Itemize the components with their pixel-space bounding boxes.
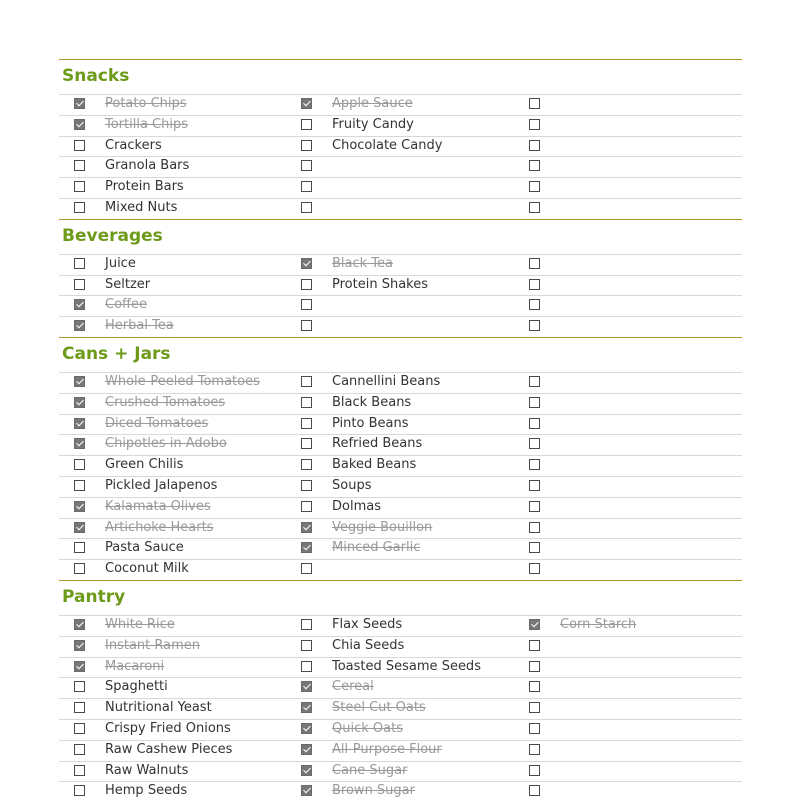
item-label: Pinto Beans <box>332 415 409 431</box>
item-label: Macaroni <box>105 658 165 674</box>
item-label: Green Chilis <box>105 457 184 473</box>
item-label: Protein Shakes <box>332 276 428 292</box>
item-label: Artichoke Hearts <box>105 519 214 535</box>
checked-checkbox[interactable] <box>529 619 540 630</box>
checkbox[interactable] <box>301 501 312 512</box>
item-label: Black Beans <box>332 394 412 410</box>
item-label: Brown Sugar <box>332 783 415 799</box>
section-header-cans-jars <box>59 337 742 364</box>
item-label: Black Tea <box>332 255 394 271</box>
row-divider <box>59 295 742 296</box>
item-label: Corn Starch <box>560 617 637 632</box>
checkbox[interactable] <box>301 459 312 470</box>
item-label: Chia Seeds <box>332 637 405 653</box>
checkbox[interactable] <box>74 160 85 171</box>
item-label: Raw Cashew Pieces <box>105 741 233 757</box>
checked-checkbox[interactable] <box>301 785 312 796</box>
checkbox[interactable] <box>529 376 540 387</box>
item-label: Apple Sauce <box>332 96 413 111</box>
item-label: Crushed Tomatoes <box>105 394 226 410</box>
checkbox[interactable] <box>301 563 312 574</box>
checkbox[interactable] <box>529 119 540 130</box>
item-label: Cane Sugar <box>332 762 408 778</box>
item-label: Tortilla Chips <box>105 116 189 132</box>
checkbox[interactable] <box>74 279 85 290</box>
checked-checkbox[interactable] <box>74 661 85 672</box>
checked-checkbox[interactable] <box>74 320 85 331</box>
checked-checkbox[interactable] <box>301 522 312 533</box>
item-label: Dolmas <box>332 498 381 514</box>
item-label: Toasted Sesame Seeds <box>332 658 481 674</box>
item-label: Juice <box>105 255 136 271</box>
checkbox[interactable] <box>529 702 540 713</box>
item-label: Soups <box>332 478 372 493</box>
item-label: Potato Chips <box>105 96 187 111</box>
checkbox[interactable] <box>74 181 85 192</box>
checkbox[interactable] <box>529 299 540 310</box>
item-label: Mixed Nuts <box>105 200 178 215</box>
checked-checkbox[interactable] <box>301 258 312 269</box>
item-label: Raw Walnuts <box>105 762 189 778</box>
item-label: Chocolate Candy <box>332 137 443 153</box>
checked-checkbox[interactable] <box>301 681 312 692</box>
checked-checkbox[interactable] <box>74 501 85 512</box>
checked-checkbox[interactable] <box>74 438 85 449</box>
checkbox[interactable] <box>529 563 540 574</box>
item-label: Veggie Bouillon <box>332 519 433 535</box>
checkbox[interactable] <box>529 140 540 151</box>
checkbox[interactable] <box>74 542 85 553</box>
item-label: Hemp Seeds <box>105 783 188 799</box>
checked-checkbox[interactable] <box>74 619 85 630</box>
section-header-pantry <box>59 580 742 607</box>
item-label: Steel Cut Oats <box>332 700 426 716</box>
checkbox[interactable] <box>529 785 540 796</box>
checked-checkbox[interactable] <box>74 418 85 429</box>
item-label: Coconut Milk <box>105 561 189 577</box>
item-label: Instant Ramen <box>105 637 200 653</box>
checkbox[interactable] <box>74 258 85 269</box>
section-title: Cans + Jars <box>62 344 171 364</box>
checkbox[interactable] <box>74 140 85 151</box>
item-label: Cereal <box>332 679 374 695</box>
checkbox[interactable] <box>529 181 540 192</box>
item-label: Cannellini Beans <box>332 374 441 389</box>
item-label: Diced Tomatoes <box>105 415 209 431</box>
checked-checkbox[interactable] <box>301 98 312 109</box>
checkbox[interactable] <box>301 299 312 310</box>
checkbox[interactable] <box>529 765 540 776</box>
checkbox[interactable] <box>74 785 85 796</box>
checkbox[interactable] <box>301 376 312 387</box>
item-label: Crackers <box>105 137 162 153</box>
item-label: Protein Bars <box>105 179 184 195</box>
checkbox[interactable] <box>74 681 85 692</box>
item-label: Minced Garlic <box>332 540 421 556</box>
item-label: Herbal Tea <box>105 318 174 334</box>
checkbox[interactable] <box>529 744 540 755</box>
checkbox[interactable] <box>529 438 540 449</box>
checkbox[interactable] <box>529 397 540 408</box>
item-label: Fruity Candy <box>332 116 414 132</box>
checked-checkbox[interactable] <box>301 702 312 713</box>
checkbox[interactable] <box>529 202 540 213</box>
section-title: Snacks <box>62 66 130 86</box>
checkbox[interactable] <box>529 418 540 429</box>
checkbox[interactable] <box>301 480 312 491</box>
checkbox[interactable] <box>529 723 540 734</box>
checkbox[interactable] <box>301 119 312 130</box>
checked-checkbox[interactable] <box>74 98 85 109</box>
item-label: Pasta Sauce <box>105 540 184 556</box>
checkbox[interactable] <box>529 661 540 672</box>
item-label: Seltzer <box>105 276 151 292</box>
checkbox[interactable] <box>529 480 540 491</box>
checkbox[interactable] <box>529 640 540 651</box>
item-label: Whole-Peeled Tomatoes <box>105 374 260 389</box>
checkbox[interactable] <box>301 140 312 151</box>
checkbox[interactable] <box>529 542 540 553</box>
item-label: Nutritional Yeast <box>105 700 212 716</box>
checkbox[interactable] <box>74 702 85 713</box>
checkbox[interactable] <box>301 619 312 630</box>
checkbox[interactable] <box>529 98 540 109</box>
item-label: Chipotles in Adobo <box>105 436 227 452</box>
item-label: All-Purpose Flour <box>332 741 442 757</box>
item-label: Refried Beans <box>332 436 423 452</box>
checkbox[interactable] <box>301 279 312 290</box>
checkbox[interactable] <box>301 397 312 408</box>
item-label: Spaghetti <box>105 679 168 695</box>
checked-checkbox[interactable] <box>301 744 312 755</box>
checkbox[interactable] <box>301 661 312 672</box>
checkbox[interactable] <box>301 418 312 429</box>
item-label: Quick Oats <box>332 721 403 736</box>
checked-checkbox[interactable] <box>74 522 85 533</box>
checkbox[interactable] <box>74 480 85 491</box>
checkbox[interactable] <box>529 522 540 533</box>
checked-checkbox[interactable] <box>301 542 312 553</box>
item-label: White Rice <box>105 617 175 632</box>
checkbox[interactable] <box>74 744 85 755</box>
checkbox[interactable] <box>74 723 85 734</box>
item-label: Baked Beans <box>332 457 417 473</box>
row-divider <box>59 254 742 255</box>
checkbox[interactable] <box>529 320 540 331</box>
item-label: Flax Seeds <box>332 617 403 632</box>
checkbox[interactable] <box>301 181 312 192</box>
checked-checkbox[interactable] <box>74 640 85 651</box>
checked-checkbox[interactable] <box>301 765 312 776</box>
checkbox[interactable] <box>529 279 540 290</box>
item-label: Granola Bars <box>105 158 190 174</box>
checkbox[interactable] <box>301 160 312 171</box>
checkbox[interactable] <box>301 640 312 651</box>
checkbox[interactable] <box>301 320 312 331</box>
checkbox[interactable] <box>301 438 312 449</box>
section-header-snacks <box>59 59 742 86</box>
section-header-beverages <box>59 219 742 246</box>
item-label: Crispy Fried Onions <box>105 721 231 736</box>
item-label: Coffee <box>105 297 147 313</box>
item-label: Kalamata Olives <box>105 498 211 514</box>
checked-checkbox[interactable] <box>74 119 85 130</box>
checkbox[interactable] <box>529 258 540 269</box>
checkbox[interactable] <box>529 681 540 692</box>
checkbox[interactable] <box>74 765 85 776</box>
checked-checkbox[interactable] <box>74 397 85 408</box>
checked-checkbox[interactable] <box>74 376 85 387</box>
checkbox[interactable] <box>74 459 85 470</box>
item-label: Pickled Jalapenos <box>105 478 218 493</box>
checkbox[interactable] <box>529 160 540 171</box>
section-title: Beverages <box>62 225 163 246</box>
checkbox[interactable] <box>74 563 85 574</box>
checkbox[interactable] <box>301 202 312 213</box>
checkbox[interactable] <box>529 459 540 470</box>
checked-checkbox[interactable] <box>74 299 85 310</box>
checkbox[interactable] <box>74 202 85 213</box>
section-title: Pantry <box>62 587 126 607</box>
checked-checkbox[interactable] <box>301 723 312 734</box>
checkbox[interactable] <box>529 501 540 512</box>
